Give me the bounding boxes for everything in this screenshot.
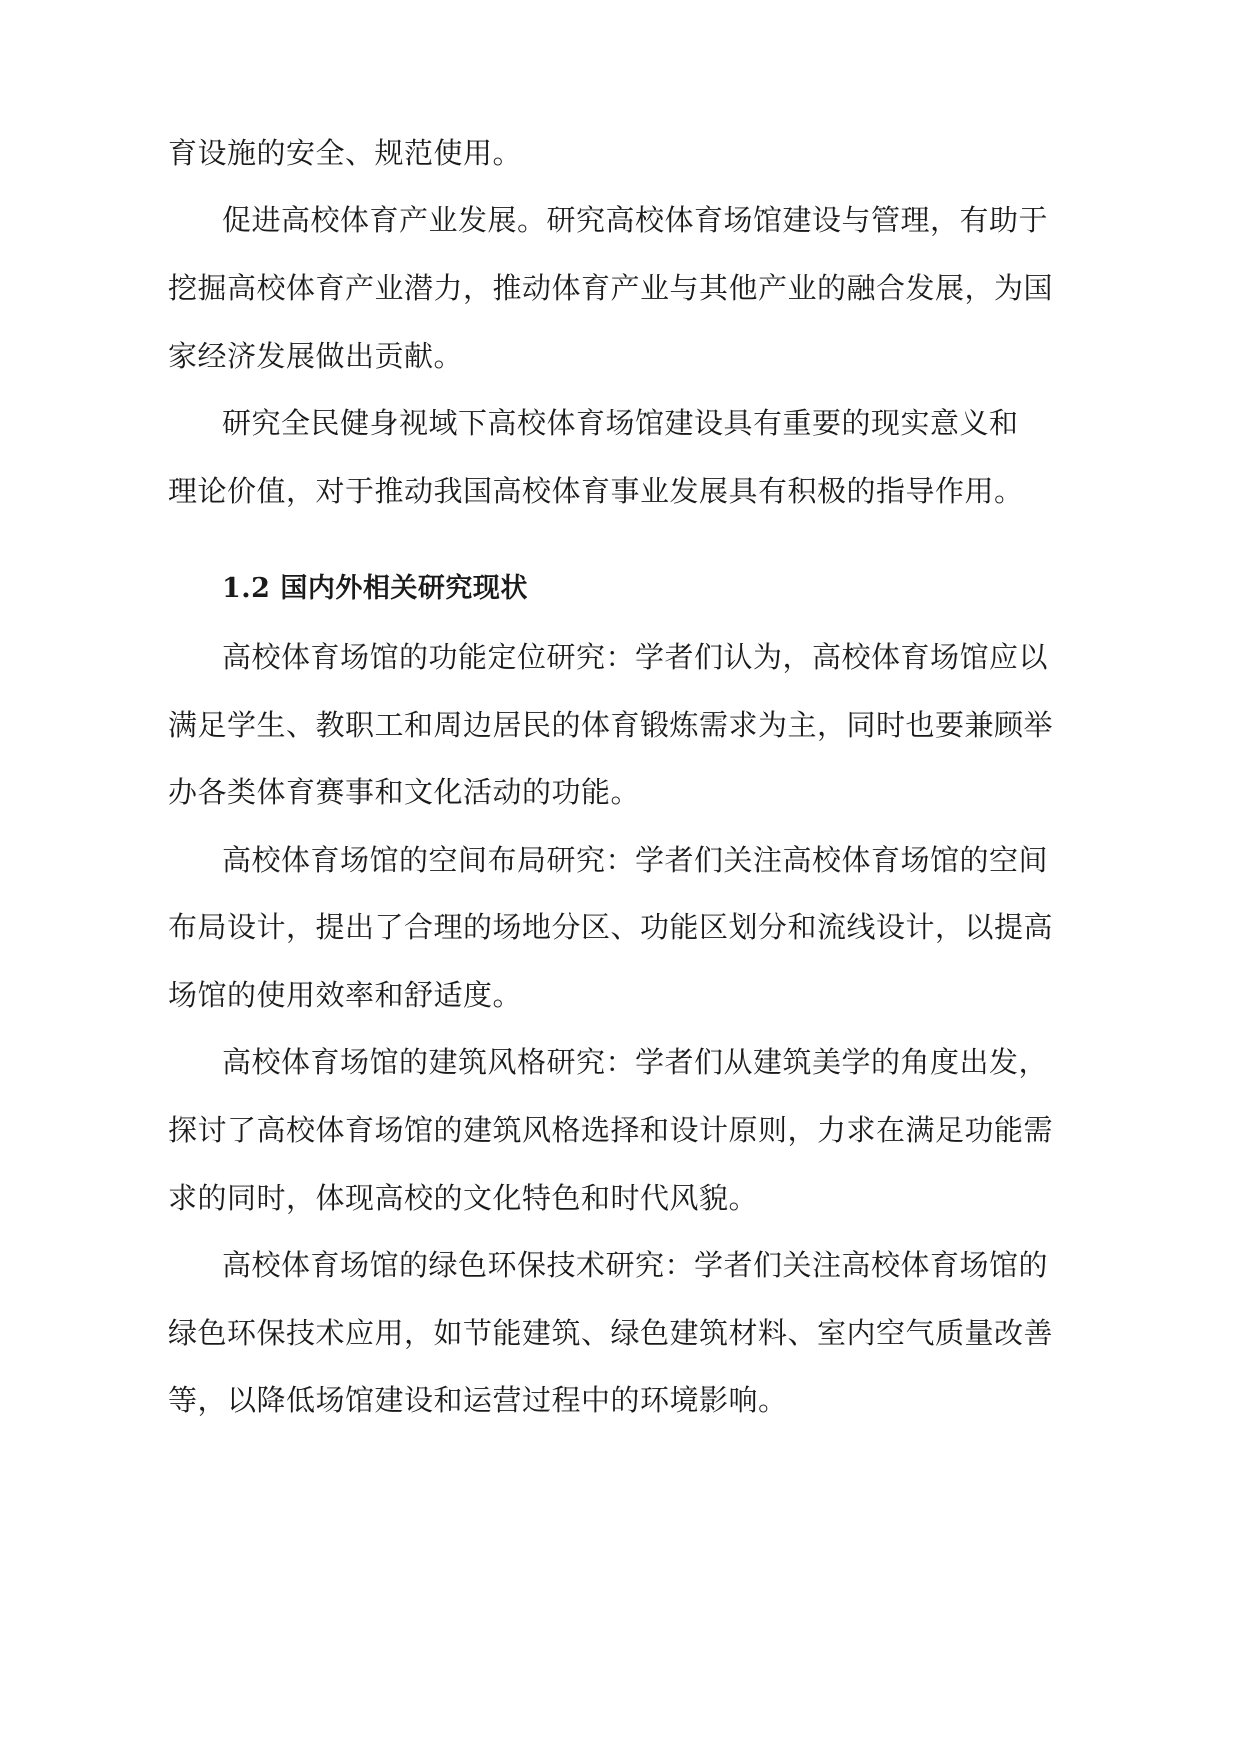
section-heading: 1.2 国内外相关研究现状 [222, 573, 528, 604]
paragraph-line: 家经济发展做出贡献。 [168, 339, 464, 373]
paragraph-line: 等，以降低场馆建设和运营过程中的环境影响。 [168, 1383, 788, 1417]
paragraph-line: 办各类体育赛事和文化活动的功能。 [168, 775, 641, 809]
paragraph-line: 挖掘高校体育产业潜力，推动体育产业与其他产业的融合发展，为国 [168, 271, 1054, 305]
paragraph-line: 绿色环保技术应用，如节能建筑、绿色建筑材料、室内空气质量改善 [168, 1316, 1054, 1350]
paragraph-line: 高校体育场馆的建筑风格研究：学者们从建筑美学的角度出发， [222, 1045, 1049, 1079]
paragraph-line: 高校体育场馆的绿色环保技术研究：学者们关注高校体育场馆的 [222, 1248, 1049, 1282]
paragraph-line: 布局设计，提出了合理的场地分区、功能区划分和流线设计，以提高 [168, 910, 1054, 944]
paragraph-line: 求的同时，体现高校的文化特色和时代风貌。 [168, 1181, 759, 1215]
paragraph-line: 场馆的使用效率和舒适度。 [168, 978, 523, 1012]
paragraph-line: 促进高校体育产业发展。研究高校体育场馆建设与管理，有助于 [222, 203, 1049, 237]
paragraph-line: 满足学生、教职工和周边居民的体育锻炼需求为主，同时也要兼顾举 [168, 708, 1054, 742]
paragraph-line: 育设施的安全、规范使用。 [168, 136, 523, 170]
paragraph-line: 探讨了高校体育场馆的建筑风格选择和设计原则，力求在满足功能需 [168, 1113, 1054, 1147]
paragraph-line: 高校体育场馆的空间布局研究：学者们关注高校体育场馆的空间 [222, 843, 1049, 877]
paragraph-line: 理论价值，对于推动我国高校体育事业发展具有积极的指导作用。 [168, 474, 1024, 508]
paragraph-line: 高校体育场馆的功能定位研究：学者们认为，高校体育场馆应以 [222, 640, 1049, 674]
paragraph-line: 研究全民健身视域下高校体育场馆建设具有重要的现实意义和 [222, 406, 1019, 440]
